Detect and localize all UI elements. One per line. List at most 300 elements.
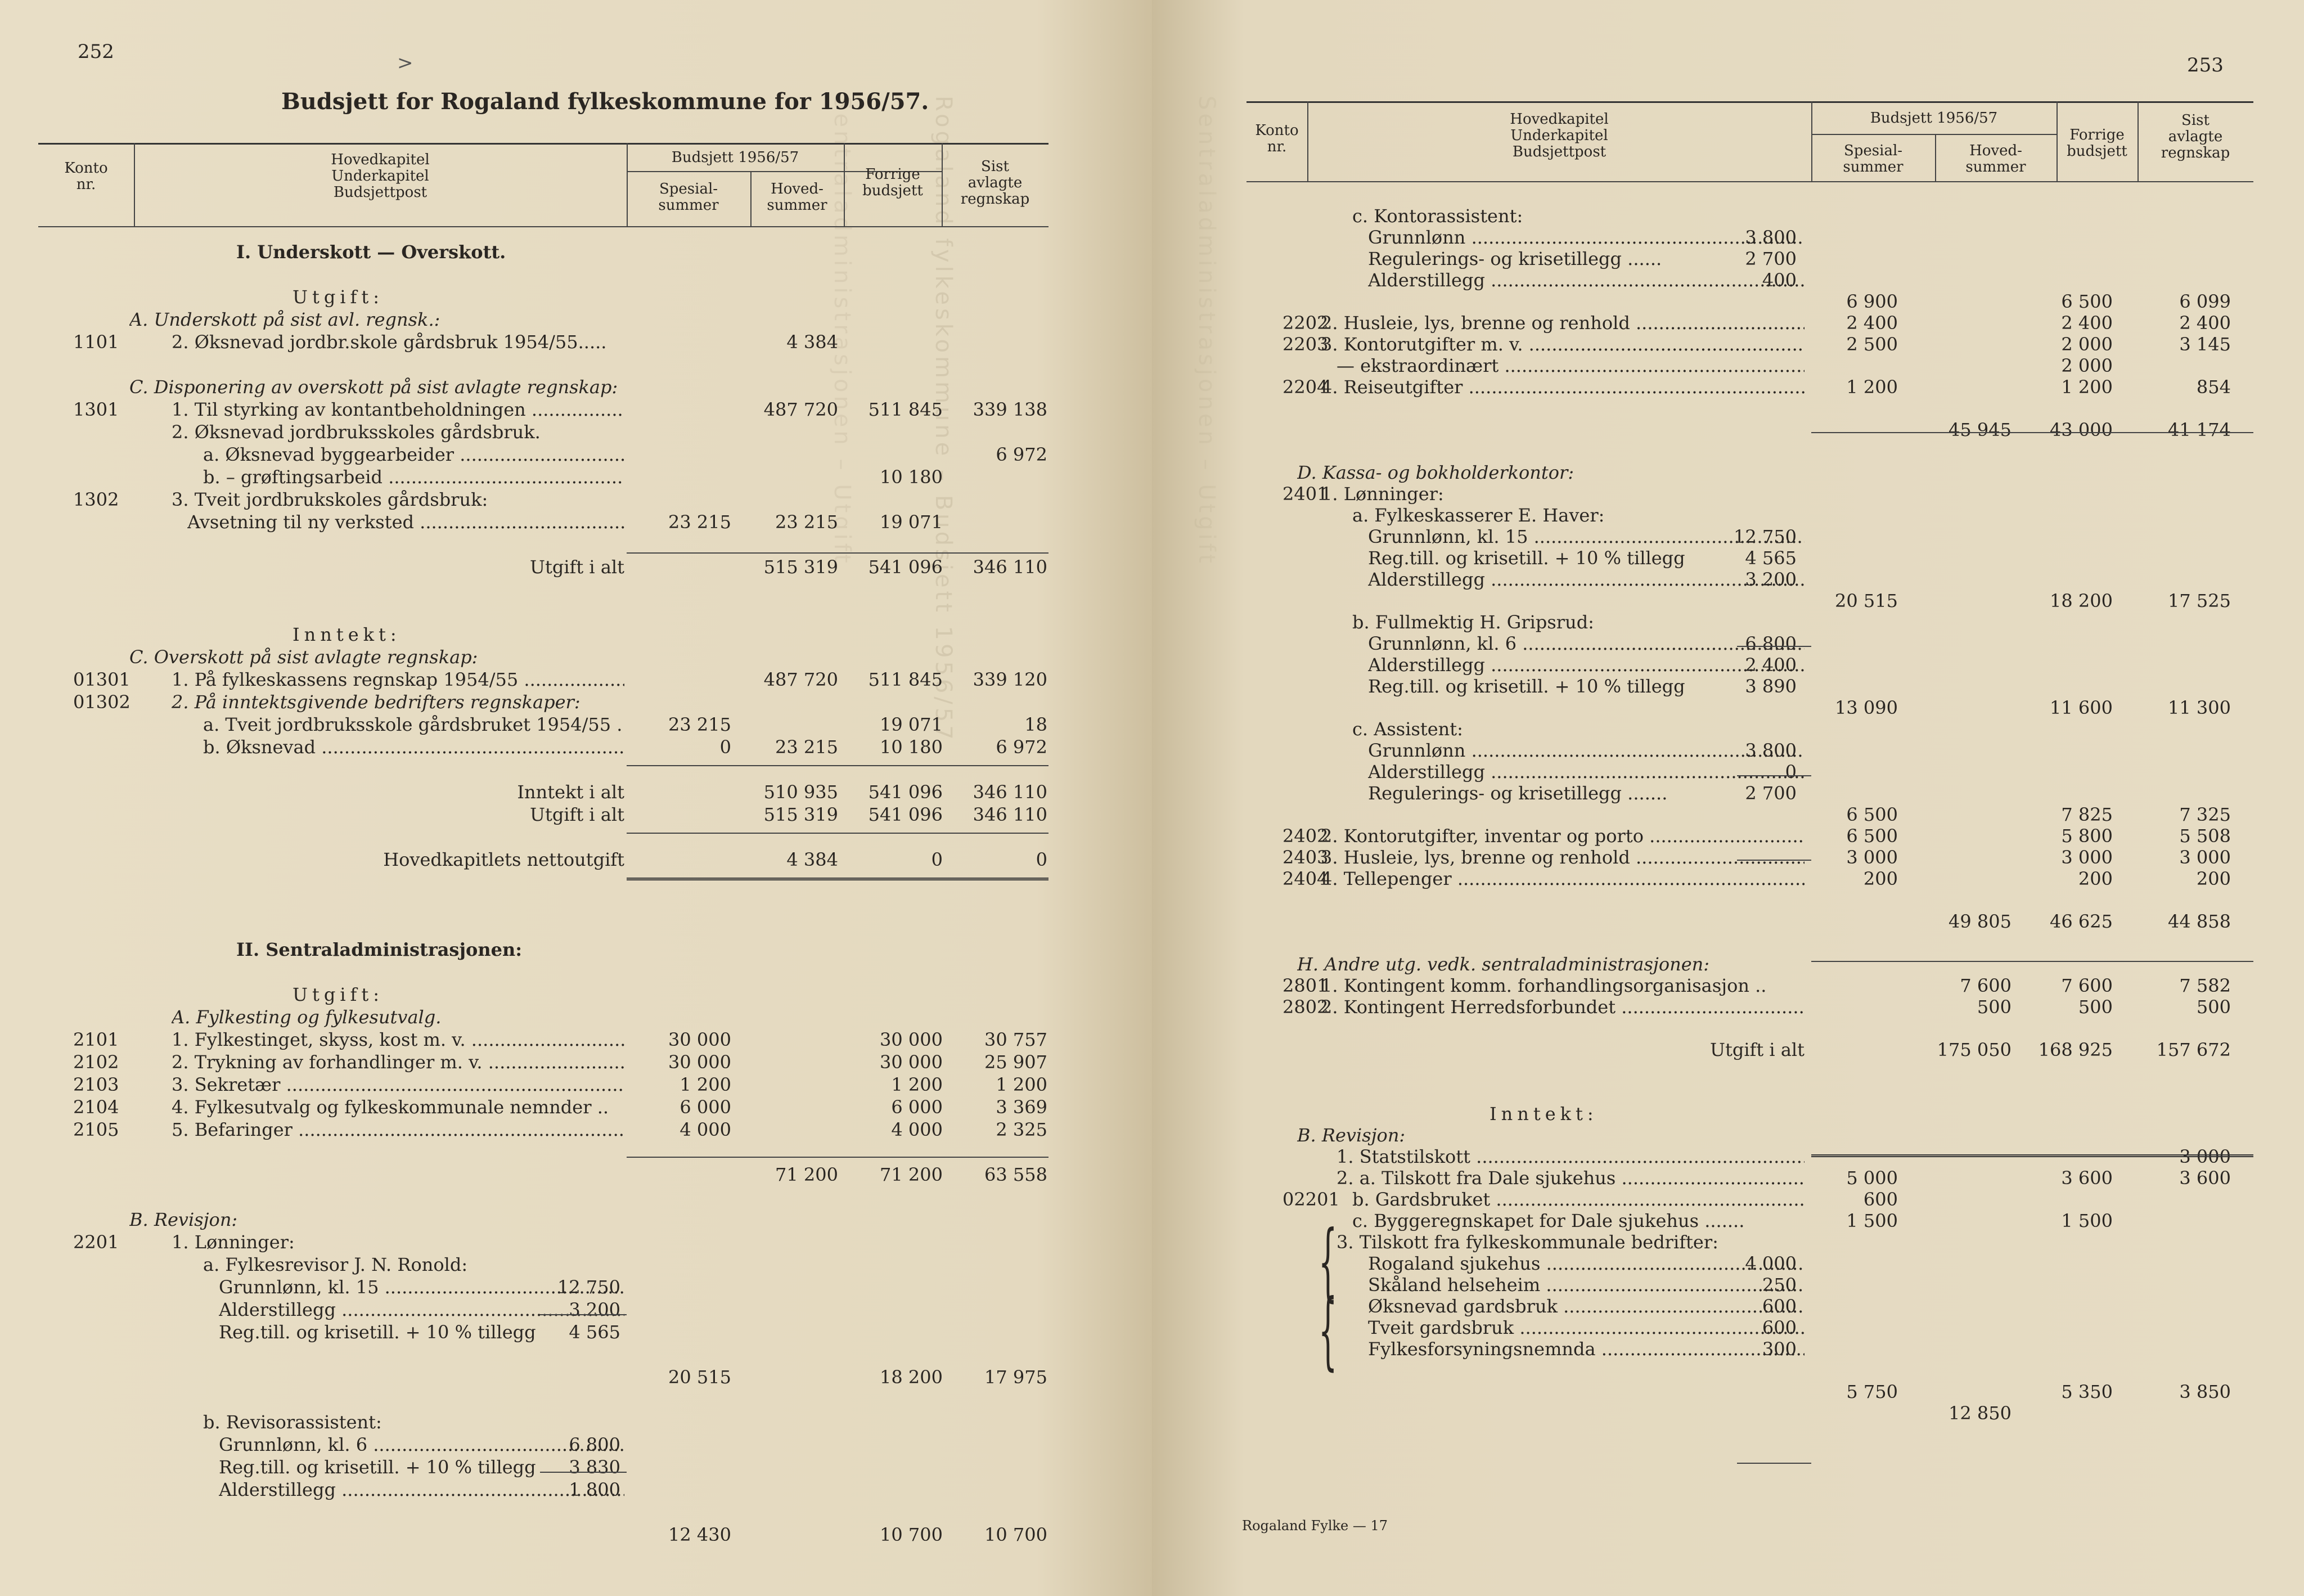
- row-label: Inntekt i alt: [517, 781, 624, 803]
- table-row: [0, 1388, 1152, 1411]
- konto-number: 2404: [1282, 868, 1329, 889]
- table-row: [1152, 590, 2304, 612]
- forrige-amount: 1 200: [2061, 376, 2113, 398]
- table-row: [0, 803, 1152, 826]
- hoved-amount: 487 720: [763, 669, 838, 690]
- sist-header: Sist avlagte regnskap: [960, 158, 1030, 208]
- page-footer: Rogaland Fylke — 17: [1242, 1518, 1388, 1534]
- row-label: II. Sentraladministrasjonen:: [236, 939, 523, 960]
- row-label: a. Fylkeskasserer E. Haver:: [1352, 505, 1605, 526]
- hoved-amount: 4 384: [786, 331, 838, 353]
- row-label: Hovedkapitlets nettoutgift: [383, 849, 624, 870]
- forrige-amount: 30 000: [880, 1051, 943, 1073]
- row-label: Utgift i alt: [530, 804, 624, 825]
- hoved-amount: 510 935: [763, 781, 838, 803]
- row-label: C. Disponering av overskott på sist avlagte regnskap:: [129, 376, 618, 398]
- table-row: [0, 1343, 1152, 1366]
- sist-amount: 3 000: [2179, 1146, 2231, 1167]
- table-row: [0, 1298, 1152, 1321]
- row-label: b. Øksnevad .....: [203, 736, 624, 758]
- table-row: [0, 646, 1152, 668]
- spesial-amount: 13 090: [1835, 697, 1898, 718]
- hoved-amount: 4 384: [786, 849, 838, 870]
- forrige-amount: 10 700: [880, 1524, 943, 1545]
- table-row: [0, 421, 1152, 443]
- row-label: Alderstillegg .....: [1368, 761, 1804, 783]
- table-row: [0, 736, 1152, 758]
- spesial-amount: 0: [719, 736, 731, 758]
- inner-amount: 3 800: [1745, 227, 1797, 248]
- konto-number: 2101: [73, 1029, 119, 1050]
- sist-amount: 63 558: [984, 1164, 1047, 1185]
- row-label: Utgift i alt: [1710, 1039, 1804, 1060]
- row-label: Alderstillegg .....: [219, 1298, 624, 1321]
- table-row: [0, 1276, 1152, 1298]
- hoved-amount: 500: [1977, 996, 2012, 1018]
- sist-amount: 854: [2196, 376, 2231, 398]
- pencil-mark: >: [397, 52, 413, 74]
- sist-amount: 339 120: [973, 669, 1047, 690]
- total-rule: [1811, 1154, 2253, 1157]
- table-row: [0, 466, 1152, 488]
- table-row: [1152, 846, 2304, 869]
- sist-amount: 1 200: [996, 1074, 1047, 1095]
- table-row: [1152, 696, 2304, 719]
- sum-rule: [1811, 432, 2253, 433]
- hoved-amount: 23 215: [775, 736, 838, 758]
- table-row: [1152, 354, 2304, 377]
- table-row: [1152, 1081, 2304, 1104]
- table-row: [1152, 1017, 2304, 1040]
- row-label: — ekstraordinært .....: [1336, 354, 1804, 377]
- row-label: 1. Til styrking av kontantbeholdningen .....: [172, 398, 624, 421]
- row-label: D. Kassa- og bokholderkontor:: [1297, 462, 1574, 483]
- hoved-amount: 175 050: [1937, 1039, 2012, 1060]
- inner-amount: 2 700: [1745, 248, 1797, 269]
- sist-amount: 2 325: [996, 1119, 1047, 1140]
- inner-amount: 3 200: [1745, 569, 1797, 590]
- sist-amount: 2 400: [2179, 312, 2231, 334]
- konto-number: 2104: [73, 1096, 119, 1118]
- table-row: [0, 331, 1152, 353]
- konto-number: 1301: [73, 399, 119, 420]
- total-rule: [627, 878, 1048, 880]
- row-label: 4. Fylkesutvalg og fylkeskommunale nemnder ..: [172, 1096, 609, 1118]
- sist-amount: 17 525: [2168, 590, 2231, 612]
- spesial-amount: 5 000: [1846, 1167, 1898, 1189]
- table-row: [0, 376, 1152, 398]
- row-label: 2. a. Tilskott fra Dale sjukehus .....: [1336, 1167, 1804, 1189]
- inner-amount: 0: [1785, 761, 1797, 783]
- sist-amount: 18: [1024, 714, 1047, 735]
- table-row: [0, 1073, 1152, 1096]
- spesial-amount: 1 200: [680, 1074, 731, 1095]
- table-row: [1152, 996, 2304, 1018]
- row-label: 3. Tilskott fra fylkeskommunale bedrifter:: [1336, 1231, 1718, 1253]
- table-row: [1152, 205, 2304, 227]
- table-row: [1152, 483, 2304, 505]
- forrige-amount: 19 071: [880, 714, 943, 735]
- forrige-amount: 1 500: [2061, 1210, 2113, 1231]
- konto-number: 2204: [1282, 376, 1329, 398]
- row-label: 5. Befaringer .....: [172, 1118, 624, 1141]
- konto-number: 1302: [73, 489, 119, 510]
- spesial-amount: 3 000: [1846, 847, 1898, 868]
- row-label: a. Fylkesrevisor J. N. Ronold:: [203, 1254, 468, 1275]
- hoved-amount: 45 945: [1948, 419, 2012, 440]
- sist-amount: 10 700: [984, 1524, 1047, 1545]
- table-row: [0, 871, 1152, 893]
- table-row: [0, 286, 1152, 308]
- table-row: [1152, 867, 2304, 890]
- spesial-amount: 20 515: [1835, 590, 1898, 612]
- spesial-amount: 30 000: [668, 1029, 731, 1050]
- row-label: Utgift:: [292, 984, 384, 1005]
- bleed-through-text: Sentraladministrasjonen – Utgift: [829, 96, 855, 567]
- row-label: a. Tveit jordbruksskole gårdsbruket 1954/55 .: [203, 714, 623, 735]
- table-row: [1152, 825, 2304, 847]
- spesial-amount: 200: [1863, 868, 1898, 889]
- inner-amount: 3 800: [1745, 740, 1797, 761]
- table-row: [0, 1366, 1152, 1388]
- sum-rule: [1737, 1463, 1811, 1464]
- hovedsum-header: Hoved- summer: [1965, 142, 2026, 176]
- sum-rule: [540, 1314, 627, 1315]
- spesial-amount: 30 000: [668, 1051, 731, 1073]
- forrige-amount: 6 000: [891, 1096, 943, 1118]
- table-row: [0, 623, 1152, 646]
- table-row: [0, 1411, 1152, 1433]
- row-label: 2. Kontingent Herredsforbundet .....: [1321, 996, 1804, 1018]
- sum-rule: [627, 765, 1048, 766]
- sum-rule: [1737, 646, 1811, 647]
- row-label: Alderstillegg .....: [219, 1478, 624, 1501]
- forrige-amount: 200: [2078, 868, 2113, 889]
- spesial-amount: 1 500: [1846, 1210, 1898, 1231]
- table-row: [1152, 739, 2304, 762]
- row-label: c. Assistent:: [1352, 718, 1463, 740]
- table-row: [0, 1321, 1152, 1343]
- table-row: [1152, 248, 2304, 270]
- konto-number: 1101: [73, 331, 119, 353]
- row-label: 1. Kontingent komm. forhandlingsorganisasjon ..: [1321, 975, 1767, 996]
- table-row: [1152, 312, 2304, 334]
- table-row: [1152, 1402, 2304, 1424]
- row-label: c. Byggeregnskapet for Dale sjukehus .......: [1352, 1210, 1745, 1231]
- inner-amount: 4 565: [569, 1321, 620, 1343]
- table-row: [1152, 974, 2304, 997]
- brace-mark: {: [1318, 1282, 1338, 1379]
- table-row: [0, 848, 1152, 871]
- sist-amount: 7 582: [2179, 975, 2231, 996]
- spesial-amount: 1 200: [1846, 376, 1898, 398]
- sist-amount: 11 300: [2168, 697, 2231, 718]
- sum-rule: [540, 1472, 627, 1473]
- row-label: Skåland helseheim .....: [1368, 1274, 1804, 1296]
- table-row: [1152, 376, 2304, 398]
- table-row: [0, 1523, 1152, 1546]
- table-row: [1152, 611, 2304, 633]
- row-label: A. Fylkesting og fylkesutvalg.: [172, 1006, 442, 1028]
- forrige-amount: 4 000: [891, 1119, 943, 1140]
- budsjett-header: Budsjett 1956/57: [671, 149, 799, 166]
- forrige-amount: 71 200: [880, 1164, 943, 1185]
- table-row: [1152, 932, 2304, 954]
- konto-number: 2401: [1282, 483, 1329, 505]
- row-label: Grunnlønn, kl. 6 .....: [219, 1433, 624, 1456]
- konto-number: 2201: [73, 1231, 119, 1253]
- table-row: [1152, 718, 2304, 740]
- sum-rule: [627, 552, 1048, 554]
- sist-amount: 346 110: [973, 781, 1047, 803]
- header-rule-bottom: [38, 226, 1048, 227]
- page-number: 253: [2187, 54, 2224, 77]
- forrige-header: Forrige budsjett: [2067, 127, 2127, 160]
- row-label: 1. Lønninger:: [172, 1231, 295, 1253]
- forrige-header: Forrige budsjett: [862, 166, 923, 199]
- table-row: [1152, 333, 2304, 356]
- row-label: b. Fullmektig H. Gripsrud:: [1352, 612, 1594, 633]
- forrige-amount: 3 000: [2061, 847, 2113, 868]
- table-row: [0, 1186, 1152, 1208]
- hoved-amount: 487 720: [763, 399, 838, 420]
- table-row: [0, 1006, 1152, 1028]
- inner-amount: 4 565: [1745, 547, 1797, 569]
- table-row: [1152, 226, 2304, 249]
- sist-amount: 6 099: [2179, 291, 2231, 312]
- table-row: [0, 398, 1152, 421]
- table-row: [0, 1433, 1152, 1456]
- hovedsum-header: Hoved- summer: [767, 181, 827, 214]
- table-row: [0, 758, 1152, 781]
- row-label: 1. Statstilskott .....: [1336, 1145, 1804, 1168]
- konto-number: 2203: [1282, 334, 1329, 355]
- table-row: [0, 1096, 1152, 1118]
- table-row: [1152, 1038, 2304, 1061]
- table-row: [0, 1118, 1152, 1141]
- sist-amount: 44 858: [2168, 911, 2231, 932]
- sist-amount: 346 110: [973, 804, 1047, 825]
- table-row: [0, 308, 1152, 331]
- row-label: C. Overskott på sist avlagte regnskap:: [129, 646, 478, 668]
- table-row: [1152, 290, 2304, 313]
- table-row: [0, 1141, 1152, 1163]
- row-label: Inntekt:: [1490, 1103, 1598, 1125]
- table-row: [0, 578, 1152, 601]
- row-label: 2. Husleie, lys, brenne og renhold .....: [1321, 312, 1804, 334]
- spesial-amount: 12 430: [668, 1524, 731, 1545]
- row-label: b. Revisorassistent:: [203, 1411, 382, 1433]
- table-row: [0, 263, 1152, 286]
- row-label: 3. Husleie, lys, brenne og renhold .....: [1321, 846, 1804, 869]
- spesial-amount: 4 000: [680, 1119, 731, 1140]
- header-rule-bottom: [1246, 181, 2253, 182]
- table-row: [1152, 397, 2304, 420]
- konto-number: 2102: [73, 1051, 119, 1073]
- sist-amount: 339 138: [973, 399, 1047, 420]
- table-row: [1152, 440, 2304, 462]
- sist-amount: 3 000: [2179, 847, 2231, 868]
- konto-number: 2402: [1282, 825, 1329, 847]
- sist-amount: 157 672: [2156, 1039, 2231, 1060]
- sist-amount: 41 174: [2168, 419, 2231, 440]
- table-row: [0, 556, 1152, 578]
- sist-amount: 30 757: [984, 1029, 1047, 1050]
- sum-rule: [1737, 775, 1811, 776]
- table-row: [1152, 269, 2304, 291]
- sist-header: Sist avlagte regnskap: [2161, 112, 2230, 161]
- table-row: [1152, 910, 2304, 933]
- table-row: [0, 938, 1152, 961]
- forrige-amount: 2 000: [2061, 355, 2113, 376]
- row-label: Grunnlønn, kl. 15 .....: [1368, 525, 1804, 548]
- spesial-header: Spesial- summer: [1843, 142, 1904, 176]
- row-label: Alderstillegg .....: [1368, 654, 1804, 676]
- konto-number: 01301: [73, 669, 130, 690]
- page-title: Budsjett for Rogaland fylkeskommune for 1956/57.: [281, 88, 929, 115]
- row-label: Reg.till. og krisetill. + 10 % tillegg: [1368, 676, 1685, 697]
- spesial-header: Spesial- summer: [658, 181, 719, 214]
- spesial-amount: 6 900: [1846, 291, 1898, 312]
- spesial-amount: 600: [1863, 1189, 1898, 1210]
- table-row: [0, 1208, 1152, 1231]
- konto-number: 2801: [1282, 975, 1329, 996]
- konto-header: Konto nr.: [64, 160, 108, 193]
- sist-amount: 3 145: [2179, 334, 2231, 355]
- inner-amount: 3 200: [569, 1299, 620, 1320]
- table-row: [1152, 525, 2304, 548]
- brace-mark: {: [1318, 1213, 1338, 1311]
- sist-amount: 0: [1036, 849, 1047, 870]
- sist-amount: 25 907: [984, 1051, 1047, 1073]
- row-label: 3. Kontorutgifter m. v. .....: [1321, 333, 1804, 356]
- row-label: 4. Reiseutgifter .....: [1321, 376, 1804, 398]
- row-label: A. Underskott på sist avl. regnsk.:: [129, 309, 440, 330]
- forrige-amount: 5 350: [2061, 1381, 2113, 1402]
- row-label: Rogaland sjukehus .....: [1368, 1252, 1804, 1275]
- konto-number: 2802: [1282, 996, 1329, 1018]
- table-row: [1152, 953, 2304, 975]
- forrige-amount: 511 845: [868, 669, 943, 690]
- table-row: [0, 1456, 1152, 1478]
- table-row: [0, 1501, 1152, 1523]
- table-row: [1152, 504, 2304, 527]
- sist-amount: 500: [2196, 996, 2231, 1018]
- table-row: [0, 961, 1152, 983]
- row-label: Øksnevad gardsbruk .....: [1368, 1295, 1804, 1318]
- inner-amount: 250: [1762, 1274, 1797, 1296]
- table-row: [1152, 1103, 2304, 1125]
- table-row: [1152, 782, 2304, 804]
- table-row: [1152, 632, 2304, 655]
- row-label: 2. Kontorutgifter, inventar og porto .....: [1321, 825, 1804, 847]
- forrige-amount: 500: [2078, 996, 2113, 1018]
- table-row: [0, 983, 1152, 1006]
- table-row: [0, 668, 1152, 691]
- forrige-amount: 6 500: [2061, 291, 2113, 312]
- row-label: 2. Øksnevad jordbruksskoles gårdsbruk.: [172, 421, 541, 443]
- right-page: [1152, 0, 2304, 1596]
- row-label: c. Kontorassistent:: [1352, 205, 1523, 227]
- sist-amount: 3 369: [996, 1096, 1047, 1118]
- table-row: [1152, 761, 2304, 783]
- table-row: [0, 1028, 1152, 1051]
- page-number: 252: [78, 41, 114, 63]
- bleed-through-text: Rogaland fylkeskommune – Budsjett 1956/57: [930, 96, 956, 743]
- table-row: [1152, 654, 2304, 676]
- table-row: [0, 601, 1152, 623]
- konto-header: Konto nr.: [1255, 122, 1299, 155]
- table-row: [0, 916, 1152, 938]
- sist-amount: 3 850: [2179, 1381, 2231, 1402]
- table-row: [0, 511, 1152, 533]
- table-row: [1152, 419, 2304, 441]
- row-label: B. Revisjon:: [129, 1209, 238, 1230]
- konto-number: 2105: [73, 1119, 119, 1140]
- inner-amount: 12 750: [557, 1276, 620, 1298]
- konto-number: 2103: [73, 1074, 119, 1095]
- inner-amount: 600: [1762, 1317, 1797, 1338]
- table-row: [0, 241, 1152, 263]
- row-label: 1. Lønninger:: [1321, 483, 1444, 505]
- table-row: [0, 893, 1152, 916]
- row-label: B. Revisjon:: [1297, 1125, 1406, 1146]
- row-label: Regulerings- og krisetillegg .......: [1368, 783, 1668, 804]
- forrige-amount: 19 071: [880, 511, 943, 533]
- budsjett-header: Budsjett 1956/57: [1870, 110, 1998, 127]
- inner-amount: 4 000: [1745, 1253, 1797, 1274]
- spesial-amount: 5 750: [1846, 1381, 1898, 1402]
- row-label: 2. Øksnevad jordbr.skole gårdsbruk 1954/55.....: [172, 331, 607, 353]
- forrige-amount: 168 925: [2038, 1039, 2113, 1060]
- sist-amount: 17 975: [984, 1366, 1047, 1388]
- row-label: Tveit gardsbruk .....: [1368, 1316, 1804, 1339]
- inner-amount: 600: [1762, 1296, 1797, 1317]
- forrige-amount: 11 600: [2050, 697, 2113, 718]
- table-row: [1152, 1060, 2304, 1082]
- forrige-amount: 0: [931, 849, 943, 870]
- sum-rule: [1811, 961, 2253, 962]
- spesial-amount: 2 500: [1846, 334, 1898, 355]
- header-rule-top: [38, 143, 1048, 145]
- konto-number: 2403: [1282, 847, 1329, 868]
- budget-subrule: [1811, 134, 2056, 135]
- inner-amount: 1 800: [569, 1479, 620, 1500]
- row-label: Fylkesforsyningsnemnda .....: [1368, 1338, 1804, 1360]
- inner-amount: 3 890: [1745, 676, 1797, 697]
- row-label: b. – grøftingsarbeid .....: [203, 466, 624, 488]
- forrige-amount: 541 096: [868, 804, 943, 825]
- spesial-amount: 6 500: [1846, 804, 1898, 825]
- spesial-amount: 20 515: [668, 1366, 731, 1388]
- sum-rule: [627, 1157, 1048, 1158]
- row-label: 2. Trykning av forhandlinger m. v. .....: [172, 1051, 624, 1073]
- table-row: [0, 1253, 1152, 1276]
- row-label: Utgift:: [292, 286, 384, 308]
- row-label: 3. Tveit jordbrukskoles gårdsbruk:: [172, 489, 488, 510]
- forrige-amount: 541 096: [868, 556, 943, 578]
- table-row: [1152, 803, 2304, 826]
- hoved-amount: 71 200: [775, 1164, 838, 1185]
- table-row: [1152, 675, 2304, 698]
- forrige-amount: 541 096: [868, 781, 943, 803]
- row-label: 4. Tellepenger .....: [1321, 867, 1804, 890]
- table-row: [0, 713, 1152, 736]
- hovedkapitel-header: Hovedkapitel Underkapitel Budsjettpost: [331, 151, 430, 201]
- row-label: Reg.till. og krisetill. + 10 % tillegg: [1368, 547, 1685, 569]
- konto-number: 02201: [1282, 1189, 1340, 1210]
- row-label: Inntekt:: [292, 624, 401, 645]
